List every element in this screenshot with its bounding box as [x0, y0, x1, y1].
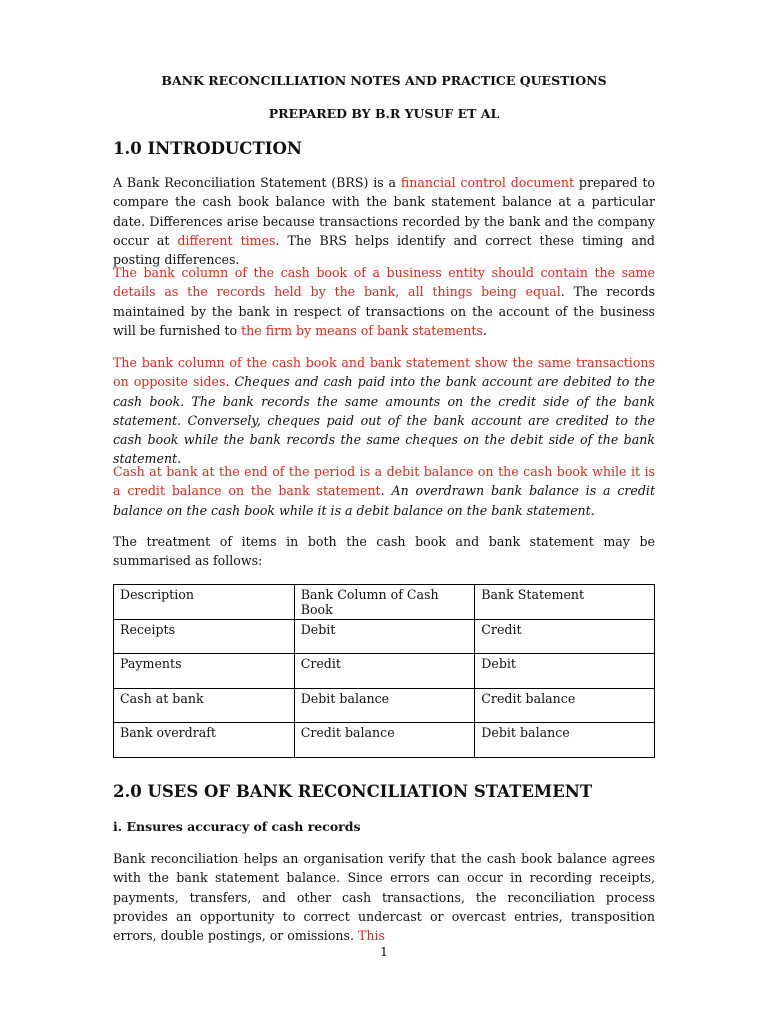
table-cell: Bank overdraft [114, 723, 295, 758]
table-cell: Payments [114, 654, 295, 689]
body-text: . The records maintained by the bank in respect of transactions on the account of the business will be furnished to [113, 284, 655, 338]
body-text: prepared to compare the cash book balance with the bank statement balance at a particular date. Differences arise because transactions recorded by the bank and the company occur at [113, 175, 655, 248]
uses-subheading-1: i. Ensures accuracy of cash records [113, 819, 361, 834]
body-text: . [380, 483, 392, 499]
body-text: A Bank Reconciliation Statement (BRS) is a [113, 175, 401, 190]
intro-paragraph-3 [113, 353, 655, 469]
highlighted-text: Cash at bank at the end of the period is a debit balance on the cash book while it is a credit balance on the bank statement [113, 464, 655, 499]
table-row [114, 688, 655, 723]
intro-paragraph-4 [113, 462, 655, 520]
table-cell: Debit [475, 654, 655, 689]
highlighted-text: different times [177, 232, 276, 248]
table-header-row [114, 585, 655, 620]
table-cell: Credit [294, 654, 475, 689]
italic-text: Cheques and cash paid into the bank account are debited to the cash book. The bank records the same amounts on the credit side of the bank statement. Conversely, cheques paid out of the bank account are credited to the cash book while the bank records the same cheques on the debit side of the bank statement. [113, 374, 655, 467]
intro-paragraph-5 [113, 532, 655, 571]
body-text: The treatment of items in both the cash book and bank statement may be summarised as follows: [113, 534, 655, 569]
body-text: Bank reconciliation helps an organisation verify that the cash book balance agrees with the bank statement balance. Since errors can occur in recording receipts, payments, transfers, and other cash transactions, the reconciliation process provides an opportunity to correct undercast or overcast entries, transposition errors, double postings, or omissions. [113, 851, 655, 944]
intro-paragraph-1 [113, 173, 655, 269]
table-cell: Debit balance [294, 688, 475, 723]
table-row [114, 654, 655, 689]
body-text: . [482, 322, 487, 338]
intro-paragraph-2 [113, 263, 655, 340]
table-cell: Description [114, 585, 295, 620]
highlighted-text: The bank column of the cash book and bank statement show the same transactions on opposite sides [113, 355, 655, 390]
table-cell: Credit balance [475, 688, 655, 723]
intro-heading: 1.0 INTRODUCTION [113, 139, 302, 158]
table-cell: Credit [475, 619, 655, 654]
table-cell: Receipts [114, 619, 295, 654]
table-row [114, 723, 655, 758]
highlighted-text: The bank column of the cash book of a business entity should contain the same details as the records held by the bank, all things being equal [113, 265, 655, 300]
table-cell: Cash at bank [114, 688, 295, 723]
table-cell: Credit balance [294, 723, 475, 758]
table-cell: Bank Statement [475, 585, 655, 620]
highlighted-text: This [357, 928, 385, 944]
table-cell: Debit balance [475, 723, 655, 758]
table-cell: Debit [294, 619, 475, 654]
document-title: BANK RECONCILLIATION NOTES AND PRACTICE QUESTIONS [161, 73, 607, 88]
treatment-table [113, 584, 655, 758]
table-cell: Bank Column of Cash Book [294, 585, 475, 620]
document-author: PREPARED BY B.R YUSUF ET AL [268, 106, 500, 121]
highlighted-text: financial control document [400, 175, 575, 190]
table-row [114, 619, 655, 654]
uses-heading: 2.0 USES OF BANK RECONCILIATION STATEMENT [113, 782, 593, 801]
page-number: 1 [380, 944, 388, 959]
highlighted-text: the firm by means of bank statements [241, 322, 483, 338]
body-text: . The BRS helps identify and correct these timing and posting differences. [113, 232, 655, 268]
uses-paragraph-1 [113, 849, 655, 945]
body-text: . [225, 374, 235, 390]
italic-text: An overdrawn bank balance is a credit balance on the cash book while it is a debit balance on the bank statement. [113, 483, 656, 518]
